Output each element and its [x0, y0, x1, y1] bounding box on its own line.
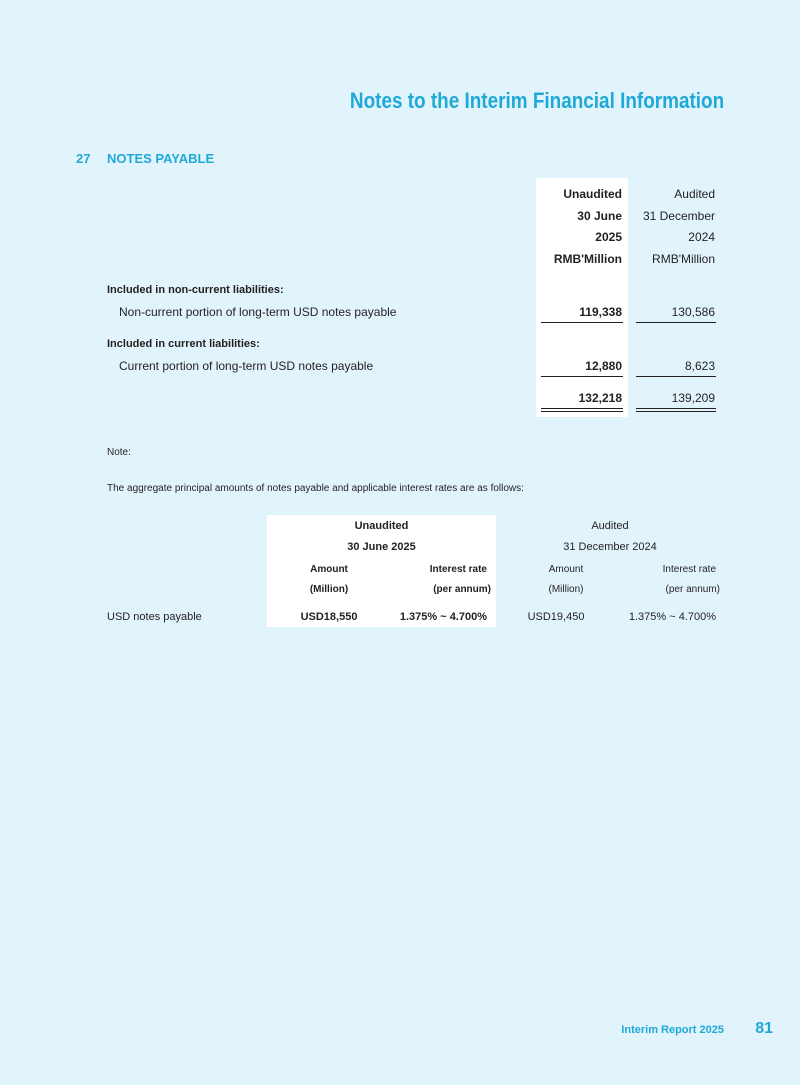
page-number: 81 [755, 1020, 773, 1037]
total-double-rule-col1-b [541, 411, 623, 412]
total-double-rule-col2-a [636, 408, 716, 409]
col1-date: 30 June [577, 209, 622, 223]
note-text: The aggregate principal amounts of notes payable and applicable interest rates are as follows: [107, 483, 524, 494]
noncurrent-value-2025: 119,338 [579, 305, 622, 319]
note-label: Note: [107, 447, 131, 458]
col2-year: 2024 [688, 230, 715, 244]
t2-right-amount-header: Amount [548, 564, 584, 575]
rule-col2-current [636, 376, 716, 377]
current-value-2024: 8,623 [684, 359, 715, 373]
t2-left-rate-sub: (per annum) [433, 584, 491, 595]
t2-amount-2025: USD18,550 [300, 611, 358, 623]
t2-amount-2024: USD19,450 [527, 611, 585, 623]
total-double-rule-col1-a [541, 408, 623, 409]
current-value-2025: 12,880 [585, 359, 622, 373]
noncurrent-value-2024: 130,586 [671, 305, 715, 319]
footer-report-name: Interim Report 2025 [621, 1024, 724, 1036]
t2-right-amount-sub: (Million) [548, 584, 584, 595]
t2-right-rate-header: Interest rate [662, 564, 716, 575]
t2-row-label: USD notes payable [107, 611, 202, 623]
t2-left-rate-header: Interest rate [429, 564, 487, 575]
t2-left-date: 30 June 2025 [347, 541, 416, 553]
t2-right-date: 31 December 2024 [563, 541, 657, 553]
row-label-current: Current portion of long-term USD notes payable [119, 359, 374, 373]
total-2025: 132,218 [578, 391, 622, 405]
section-number: 27 [76, 151, 91, 166]
col1-unit: RMB'Million [553, 252, 622, 266]
total-2024: 139,209 [671, 391, 715, 405]
row-label-noncurrent: Non-current portion of long-term USD notes payable [119, 305, 397, 319]
t2-right-rate-sub: (per annum) [665, 584, 720, 595]
col2-date: 31 December [642, 209, 715, 223]
col1-year: 2025 [595, 230, 622, 244]
t2-rate-2025: 1.375% ~ 4.700% [399, 611, 487, 623]
total-double-rule-col2-b [636, 411, 716, 412]
section-title: NOTES PAYABLE [107, 151, 215, 166]
t2-left-amount-sub: (Million) [309, 584, 349, 595]
t2-rate-2024: 1.375% ~ 4.700% [628, 611, 716, 623]
col1-status: Unaudited [563, 187, 622, 201]
t2-right-status: Audited [591, 520, 629, 532]
t2-left-status: Unaudited [354, 520, 409, 532]
group-heading-current: Included in current liabilities: [107, 338, 260, 350]
page-title: Notes to the Interim Financial Information [349, 88, 724, 113]
rule-col1-current [541, 376, 623, 377]
col2-unit: RMB'Million [652, 252, 715, 266]
notes-payable-table [0, 0, 800, 420]
rule-col1-noncurrent [541, 322, 623, 323]
col2-status: Audited [674, 187, 715, 201]
t2-left-amount-header: Amount [310, 564, 348, 575]
group-heading-noncurrent: Included in non-current liabilities: [107, 284, 284, 296]
rule-col2-noncurrent [636, 322, 716, 323]
